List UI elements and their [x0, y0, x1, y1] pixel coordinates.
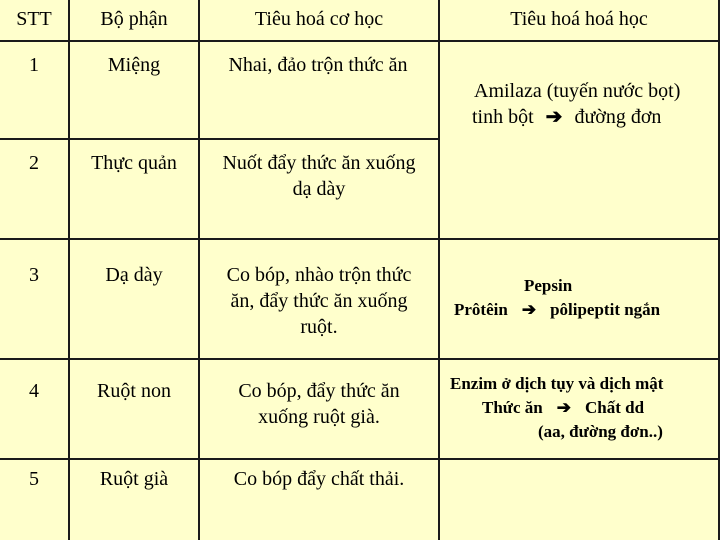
header-part: Bộ phận — [100, 8, 168, 30]
grid-line — [0, 40, 720, 42]
stt-cell: 4 — [29, 380, 39, 402]
mechanical-line: Co bóp, đẩy thức ăn — [238, 380, 400, 402]
product: pôlipeptit ngắn — [550, 300, 661, 319]
grid-line — [0, 358, 720, 360]
mechanical-line: Co bóp, nhào trộn thức — [226, 264, 412, 286]
stt-cell: 2 — [29, 152, 39, 174]
amylase-line: Amilaza (tuyến nước bọt) — [474, 80, 681, 102]
substrate: Prôtêin — [454, 300, 508, 319]
mechanical-line: Nuốt đẩy thức ăn xuống — [222, 152, 416, 174]
substrate: tinh bột — [472, 106, 534, 128]
part-cell: Thực quản — [91, 152, 177, 174]
product-note: (aa, đường đơn..) — [538, 422, 663, 441]
enzyme-name: Pepsin — [524, 276, 573, 295]
mechanical-line: dạ dày — [292, 178, 346, 200]
chemical-mouth — [440, 78, 718, 130]
part-cell: Ruột non — [97, 380, 171, 402]
reaction-line — [440, 396, 718, 420]
mechanical-cell — [200, 262, 438, 340]
stt-cell: 5 — [29, 468, 39, 490]
mechanical-cell: Nhai, đảo trộn thức ăn — [228, 54, 408, 76]
grid-line — [0, 238, 720, 240]
reaction-line — [440, 298, 718, 322]
arrow-icon: ➔ — [545, 106, 563, 128]
grid-line — [0, 458, 720, 460]
part-cell: Miệng — [107, 54, 161, 76]
mechanical-line: ăn, đẩy thức ăn xuống — [230, 290, 408, 312]
grid-line — [0, 138, 440, 140]
part-cell: Dạ dày — [105, 264, 163, 286]
mechanical-cell — [200, 378, 438, 430]
enzyme-line: Enzim ở dịch tụy và dịch mật — [450, 374, 664, 393]
reaction-line — [440, 104, 718, 130]
product: Chất dd — [585, 398, 645, 417]
arrow-icon: ➔ — [521, 300, 537, 319]
chemical-stomach — [440, 274, 718, 322]
arrow-icon: ➔ — [556, 398, 571, 417]
header-stt: STT — [16, 8, 52, 30]
mechanical-cell — [200, 150, 438, 202]
mechanical-line: xuống ruột già. — [258, 406, 380, 428]
substrate: Thức ăn — [482, 398, 543, 417]
header-chemical: Tiêu hoá hoá học — [510, 8, 648, 30]
mechanical-cell: Co bóp đẩy chất thải. — [233, 468, 405, 490]
product: đường đơn — [574, 106, 662, 128]
header-mechanical: Tiêu hoá cơ học — [254, 8, 384, 30]
chemical-intestine — [440, 372, 718, 444]
mechanical-line: ruột. — [300, 316, 338, 338]
part-cell: Ruột già — [99, 468, 169, 490]
stt-cell: 1 — [29, 54, 39, 76]
stt-cell: 3 — [29, 264, 39, 286]
